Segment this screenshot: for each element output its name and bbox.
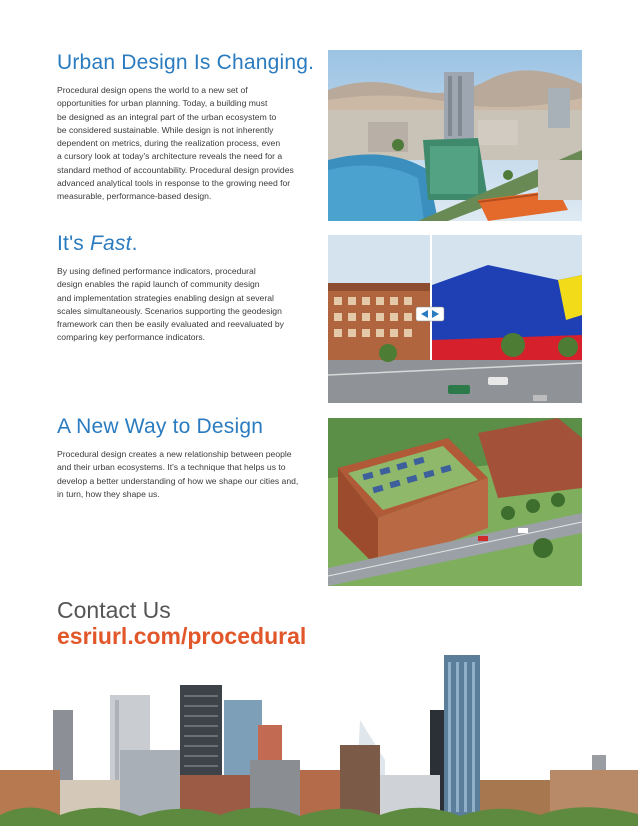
city-waterfront-image: [328, 50, 582, 221]
section-body: Procedural design creates a new relationship between people and their urban ecosystems. It's a technique that helps us to develop a better understanding of how we shape our cities and, in turn, how they shape us.: [57, 449, 299, 499]
section-body: By using defined performance indicators, procedural design enables the rapid launch of community design and implementation strategies enabling design at several scales simultaneously. Scenarios supporting the geodesign framework can then be easily evaluated and reevaluated by comparing key performance indicators.: [57, 266, 284, 343]
section-urban-design: [57, 50, 319, 204]
section-new-way-to-design: [57, 414, 327, 501]
before-after-comparison-image: [328, 235, 582, 403]
solar-rooftop-aerial-image: [328, 418, 582, 586]
contact-heading: Contact Us: [57, 597, 171, 623]
section-title: Urban Design Is Changing.: [57, 51, 315, 74]
section-title: A New Way to Design: [57, 415, 264, 438]
contact-url-link[interactable]: esriurl.com/procedural: [57, 623, 307, 649]
section-title: It's Fast.: [57, 232, 138, 255]
section-its-fast: [57, 231, 319, 345]
city-skyline-image: [0, 650, 638, 826]
section-body: Procedural design opens the world to a new set of opportunities for urban planning. Today, a building must be designed as an integral part of the urban ecosystem to be considered sustainable. While design is not inherently dependent on metrics, during the realization process, even a cursory look at today's architecture reveals the need for a standard method of accountability. Procedural design provides advanced analytical tools in response to the growing need for measurable, performance-based design.: [57, 85, 294, 202]
